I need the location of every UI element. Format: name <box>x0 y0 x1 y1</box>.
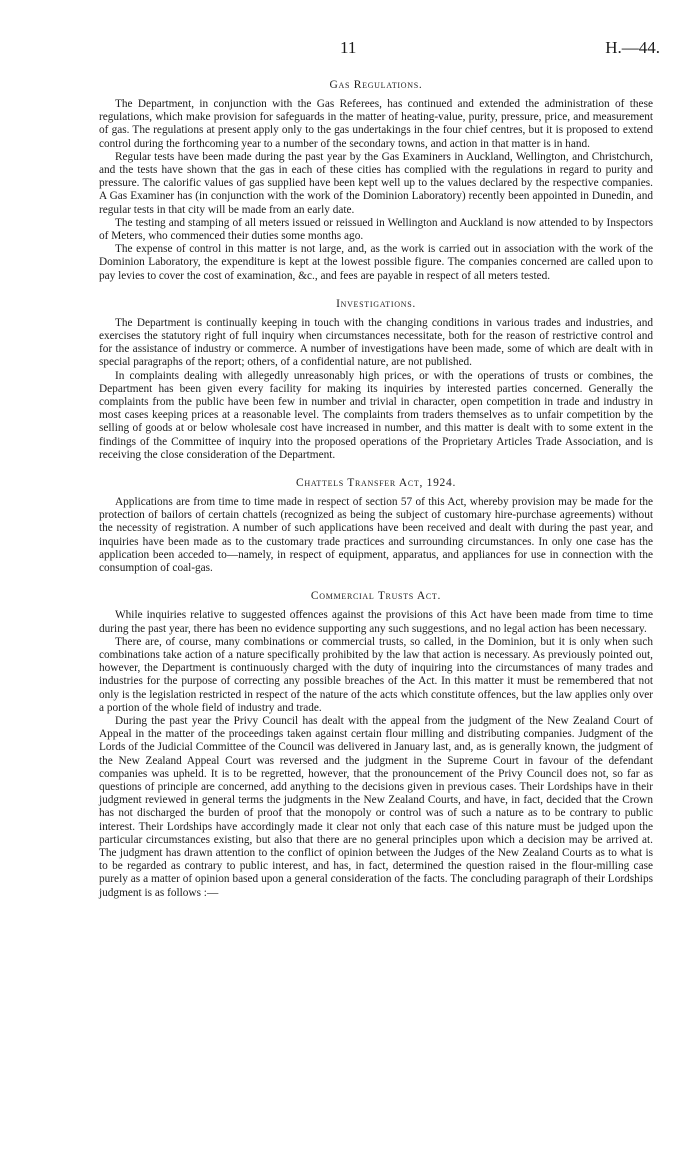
document-reference: H.—44. <box>605 38 660 57</box>
section-commercial-trusts-act <box>99 589 653 899</box>
section-gas-regulations <box>99 78 653 283</box>
body-text <box>99 78 653 914</box>
section-title: Chattels Transfer Act, 1924. <box>295 477 457 490</box>
paragraph: The expense of control in this matter is not large, and, as the work is carried out in association with the work of the Dominion Laboratory, the expenditure is kept at the lowest possible figure. The companies concerned are called upon to pay levies to cover the cost of examination, &c., and fees are payable in respect of all meters tested. <box>99 243 653 282</box>
section-chattels-transfer-act <box>99 476 653 575</box>
paragraph: The testing and stamping of all meters issued or reissued in Wellington and Auckland is now attended to by Inspectors of Meters, who commenced their duties some months ago. <box>99 216 653 243</box>
paragraph: There are, of course, many combinations or commercial trusts, so called, in the Dominion, but it is only when such combinations take action of a nature specifically prohibited by the law that action is necessary. As previously pointed out, however, the Department is continuously charged with the duty of inquiring into the circumstances of many trades and industries for the purpose of correcting any possible breaches of the Act. In this matter it must be remembered that not only is the legislation restricted in respect of the nature of the acts which constitute offences, but the law applies only over a portion of the whole field of industry and trade. <box>99 635 653 714</box>
paragraph: Applications are from time to time made in respect of section 57 of this Act, whereby provision may be made for the protection of bailors of certain chattels (recognized as being the subject of customary hire-purchase agreements) without the necessity of registration. A number of such applications have been received and dealt with during the past year, and inquiries have been made as to the customary trade practices and surrounding circumstances. In only one case has the application been acceded to—namely, in respect of equipment, apparatus, and appliances for use in connection with the consumption of coal-gas. <box>99 496 653 575</box>
paragraph: Regular tests have been made during the past year by the Gas Examiners in Auckland, Wellington, and Christchurch, and the tests have shown that the gas in each of these cities has complied with the regulations in regard to purity and pressure. The calorific values of gas supplied have been kept well up to the values declared by the respective companies. A Gas Examiner has (in conjunction with the work of the Dominion Laboratory) recently been appointed in Dunedin, and regular tests in that city will be made from an early date. <box>99 150 653 216</box>
paragraph: The Department, in conjunction with the Gas Referees, has continued and extended the administration of these regulations, which make provision for safeguards in the matter of heating-value, purity, pressure, price, and measurement of gas. The regulations at present apply only to the gas undertakings in the four chief centres, but it is proposed to extend control during the forthcoming year to a number of the secondary towns, and action in that matter is in hand. <box>99 98 653 150</box>
paragraph: In complaints dealing with allegedly unreasonably high prices, or with the operations of trusts or combines, the Department has been given every facility for making its inquiries by interested parties concerned. Generally the complaints from the public have been few in number and trivial in character, open competition in trade and industry in most cases keeping prices at a reasonable level. The complaints from traders themselves as to unfair competition by the selling of goods at or below wholesale cost have increased in number, and this matter is dealt with to some extent in the findings of the Committee of inquiry into the proposed operations of the Proprietary Articles Trade Association, and is receiving the close consideration of the Department. <box>99 369 653 461</box>
section-title: Investigations. <box>336 297 416 310</box>
page-header <box>0 38 700 62</box>
section-investigations <box>99 297 653 462</box>
page-number: 11 <box>340 38 357 57</box>
paragraph: During the past year the Privy Council has dealt with the appeal from the judgment of the New Zealand Court of Appeal in the matter of the proceedings taken against certain flour milling and distributing companies. Judgment of the Lords of the Judicial Committee of the Council was delivered in January last, and, as is generally known, the judgment of the New Zealand Appeal Court was reversed and the judgment in the Supreme Court in favour of the defendant companies was upheld. It is to be regretted, however, that the pronouncement of the Privy Council does not, so far as questions of principle are concerned, add anything to the decisions given in previous cases. Their Lordships have in their judgment reviewed in general terms the judgments in the New Zealand Courts, and have, in fact, decided that the Crown has not discharged the burden of proof that the monopoly or control was of such a nature as to be contrary to public interest. Their Lordships have accordingly made it clear not only that each case of this nature must be judged upon the particular circumstances existing, but also that there are no general principles upon which a decision may be arrived at. The judgment has drawn attention to the conflict of opinion between the Judges of the New Zealand Courts as to what is to be regarded as contrary to public interest, and has, in fact, determined the question raised in the flour-milling case purely as a matter of opinion based upon a general consideration of the facts. The concluding paragraph of their Lordships judgment is as follows :— <box>99 714 653 899</box>
section-title: Commercial Trusts Act. <box>310 590 442 603</box>
paragraph: While inquiries relative to suggested offences against the provisions of this Act have been made from time to time during the past year, there has been no evidence supporting any such suggestions, and no legal action has been necessary. <box>99 609 653 635</box>
section-title: Gas Regulations. <box>329 79 423 91</box>
paragraph: The Department is continually keeping in touch with the changing conditions in various trades and industries, and exercises the statutory right of full inquiry when circumstances necessitate, both for the reason of restrictive control and for the assistance of industry or commerce. A number of investigations have been made, some of which are dealt with in special paragraphs of the report; others, of a confidential nature, are not published. <box>99 316 653 369</box>
